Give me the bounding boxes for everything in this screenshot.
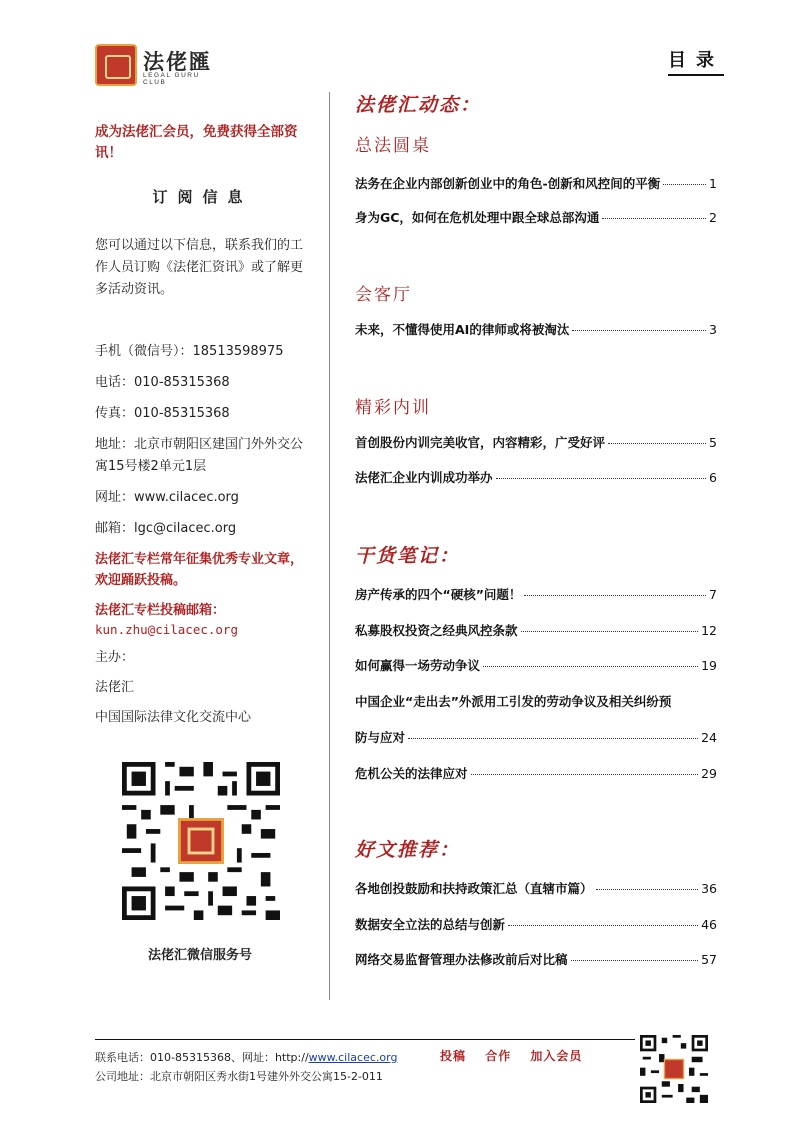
join-membership-link[interactable]: 加入会员 [530, 1049, 583, 1063]
toc-entry-title: 法务在企业内部创新创业中的角色-创新和风控间的平衡 [355, 176, 661, 191]
toc-entry-page: 1 [709, 176, 717, 191]
toc-entry-title: 首创股份内训完美收官，内容精彩，广受好评 [355, 435, 606, 450]
toc-entry-page: 3 [709, 322, 717, 337]
toc-entry-title: 法佬汇企业内训成功举办 [355, 470, 493, 485]
toc-entry-page: 12 [701, 623, 717, 638]
toc-entry-title: 如何赢得一场劳动争议 [355, 658, 481, 673]
toc-heading: 目录 [668, 46, 724, 76]
mobile-line: 手机（微信号）：18513598975 [95, 344, 284, 359]
toc-entry[interactable] [355, 728, 717, 746]
toc-entry-title-line1[interactable]: 中国企业“走出去”外派用工引发的劳动争议及相关纠纷预 [355, 694, 672, 709]
toc-entry-title: 网络交易监督管理办法修改前后对比稿 [355, 952, 568, 967]
column-divider [329, 92, 330, 1000]
section-heading-recommended: 好文推荐： [355, 839, 461, 861]
submit-article-link[interactable]: 投稿 [440, 1049, 467, 1063]
website-line[interactable]: 网址：www.cilacec.org [95, 490, 239, 505]
phone-line: 电话：010-85315368 [95, 375, 230, 390]
brand-subtitle: LEGAL GURU CLUB [143, 72, 200, 86]
toc-entry[interactable] [355, 950, 717, 968]
toc-entry[interactable] [355, 468, 717, 486]
qr-caption: 法佬汇微信服务号 [147, 948, 252, 963]
toc-entry[interactable] [355, 433, 717, 451]
toc-entry-title: 危机公关的法律应对 [355, 766, 468, 781]
subscribe-title: 订阅信息 [152, 188, 253, 206]
brand-name: 法佬匯 [143, 49, 212, 74]
toc-leader [596, 889, 699, 890]
brand-emblem-icon [95, 44, 137, 86]
subsection-reception: 会客厅 [355, 285, 412, 305]
toc-entry-page: 36 [701, 881, 717, 896]
toc-entry-page: 29 [701, 766, 717, 781]
toc-entry[interactable] [355, 320, 717, 338]
toc-leader [483, 666, 698, 667]
brand-logo [95, 44, 219, 88]
cooperation-link[interactable]: 合作 [485, 1049, 512, 1063]
footer-contact-text: 联系电话：010-85315368、网址：http:// [95, 1051, 309, 1064]
footer-qr-code-icon [640, 1035, 708, 1103]
contact-info [95, 341, 310, 729]
wechat-qr-code-icon [122, 762, 280, 920]
toc-entry-page: 6 [709, 470, 717, 485]
host-name-1: 法佬汇 [95, 680, 135, 695]
toc-leader [572, 330, 706, 331]
toc-entry[interactable] [355, 764, 717, 782]
footer-contact [95, 1049, 397, 1065]
toc-leader [571, 960, 699, 961]
host-name-2: 中国国际法律文化交流中心 [95, 710, 252, 725]
toc-entry-page: 46 [701, 917, 717, 932]
toc-entry[interactable] [355, 879, 717, 897]
membership-promo: 成为法佬汇会员，免费获得全部资讯！ [95, 124, 298, 161]
column-mail-label: 法佬汇专栏投稿邮箱： [95, 603, 226, 618]
subsection-training: 精彩内训 [355, 398, 431, 418]
toc-entry-title: 防与应对 [355, 730, 406, 745]
footer-divider [95, 1039, 635, 1040]
fax-line: 传真：010-85315368 [95, 406, 230, 421]
toc-leader [471, 774, 699, 775]
toc-entry-title: 私募股权投资之经典风控条款 [355, 623, 518, 638]
subscribe-intro: 您可以通过以下信息，联系我们的工作人员订购《法佬汇资讯》或了解更多活动资讯。 [95, 238, 304, 297]
toc-entry[interactable] [355, 585, 717, 603]
toc-entry[interactable] [355, 915, 717, 933]
toc-leader [524, 595, 706, 596]
toc-entry[interactable] [355, 174, 717, 192]
toc-entry-title: 身为GC，如何在危机处理中跟全球总部沟通 [355, 210, 600, 225]
toc-entry-page: 19 [701, 658, 717, 673]
subsection-gc-roundtable: 总法圆桌 [355, 136, 431, 156]
section-heading-news: 法佬汇动态： [355, 94, 482, 116]
toc-entry-page: 2 [709, 210, 717, 225]
toc-entry-title: 各地创投鼓励和扶持政策汇总（直辖市篇） [355, 881, 593, 896]
column-mail-address[interactable]: kun.zhu@cilacec.org [95, 622, 238, 637]
toc-entry[interactable] [355, 621, 717, 639]
toc-entry-title: 数据安全立法的总结与创新 [355, 917, 506, 932]
toc-entry-page: 5 [709, 435, 717, 450]
toc-leader [496, 478, 707, 479]
subscription-panel [95, 122, 310, 737]
address-line: 地址：北京市朝阳区建国门外外交公寓15号楼2单元1层 [95, 437, 304, 474]
toc-entry-page: 7 [709, 587, 717, 602]
toc-entry-page: 57 [701, 952, 717, 967]
email-line[interactable]: 邮箱：lgc@cilacec.org [95, 521, 237, 536]
toc-leader [608, 443, 706, 444]
footer-address: 公司地址：北京市朝阳区秀水街1号建外外交公寓15-2-011 [95, 1070, 383, 1083]
toc-leader [521, 631, 699, 632]
toc-leader [508, 925, 698, 926]
footer-actions [440, 1047, 596, 1064]
toc-leader [408, 738, 698, 739]
toc-entry[interactable] [355, 656, 717, 674]
footer-website-link[interactable]: www.cilacec.org [308, 1051, 398, 1064]
toc-entry-title: 房产传承的四个“硬核”问题！ [355, 587, 522, 602]
toc-entry[interactable] [355, 208, 717, 226]
column-call-for-papers: 法佬汇专栏常年征集优秀专业文章，欢迎踊跃投稿。 [95, 552, 304, 588]
toc-leader [602, 218, 706, 219]
toc-entry-title: 未来，不懂得使用AI的律师或将被淘汰 [355, 322, 570, 337]
toc-leader [663, 184, 706, 185]
host-label: 主办： [95, 650, 135, 665]
toc-entry-page: 24 [701, 730, 717, 745]
section-heading-notes: 干货笔记： [355, 545, 461, 567]
